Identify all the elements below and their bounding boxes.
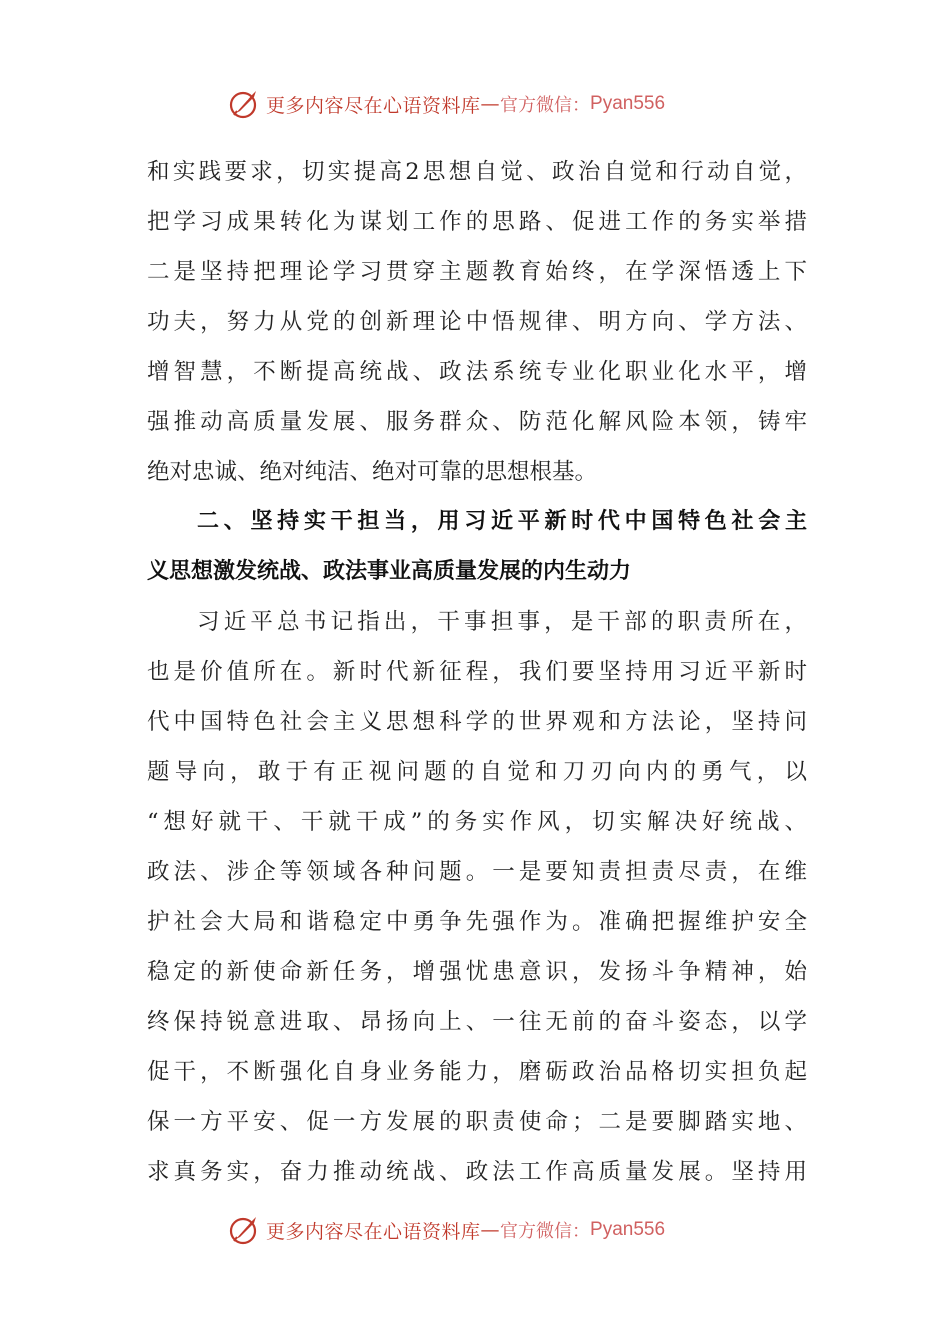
banner-dash: — (480, 1219, 501, 1241)
header-banner (228, 86, 665, 122)
section-heading-line: 二、坚持实干担当，用习近平新时代中国特色社会主 (197, 509, 807, 534)
paragraph-line: 和实践要求，切实提高2思想自觉、政治自觉和行动自觉， (147, 159, 807, 185)
paragraph-line: 政法、涉企等领域各种问题。一是要知责担责尽责，在维 (147, 859, 807, 885)
paragraph-line: 保一方平安、促一方发展的职责使命；二是要脚踏实地、 (147, 1109, 807, 1135)
paragraph-line: 强推动高质量发展、服务群众、防范化解风险本领，铸牢 (147, 409, 807, 435)
paragraph-line: 终保持锐意进取、昂扬向上、一往无前的奋斗姿态，以学 (147, 1009, 807, 1035)
paragraph-line: 稳定的新使命新任务，增强忧患意识，发扬斗争精神，始 (147, 959, 807, 985)
document-body (147, 147, 807, 1197)
quill-logo-icon (228, 1213, 262, 1247)
paragraph-line: 题导向，敢于有正视问题的自觉和刀刃向内的勇气，以 (147, 759, 807, 785)
paragraph-line: 也是价值所在。新时代新征程，我们要坚持用习近平新时 (147, 659, 807, 685)
paragraph-line: 促干，不断强化自身业务能力，磨砺政治品格切实担负起 (147, 1059, 807, 1085)
paragraph-line: 护社会大局和谐稳定中勇争先强作为。准确把握维护安全 (147, 909, 807, 935)
banner-dash: — (480, 93, 501, 115)
paragraph-line: 二是坚持把理论学习贯穿主题教育始终，在学深悟透上下 (147, 259, 807, 285)
banner-wechat-id: Pyan556 (590, 1219, 666, 1240)
footer-banner (228, 1212, 665, 1248)
paragraph-line: 求真务实，奋力推动统战、政法工作高质量发展。坚持用 (147, 1159, 807, 1185)
banner-wechat-label: 官方微信： (500, 95, 591, 116)
paragraph-line: 习近平总书记指出，干事担事，是干部的职责所在， (197, 609, 807, 635)
banner-slogan: 更多内容尽在心语资料库 (266, 1220, 481, 1243)
paragraph-line: 把学习成果转化为谋划工作的思路、促进工作的务实举措 (147, 209, 807, 235)
banner-wechat-id: Pyan556 (590, 93, 666, 114)
paragraph-line: 绝对忠诚、绝对纯洁、绝对可靠的思想根基。 (147, 459, 598, 485)
paragraph-line: 代中国特色社会主义思想科学的世界观和方法论，坚持问 (147, 709, 807, 735)
section-heading-line: 义思想激发统战、政法事业高质量发展的内生动力 (147, 559, 632, 584)
quill-logo-icon (228, 87, 262, 121)
paragraph-line: 增智慧，不断提高统战、政法系统专业化职业化水平，增 (147, 359, 807, 385)
paragraph-line: 功夫，努力从党的创新理论中悟规律、明方向、学方法、 (147, 309, 807, 335)
banner-slogan: 更多内容尽在心语资料库 (266, 94, 481, 117)
banner-wechat-label: 官方微信： (500, 1221, 591, 1242)
paragraph-line: “想好就干、干就干成”的务实作风，切实解决好统战、 (147, 809, 807, 835)
